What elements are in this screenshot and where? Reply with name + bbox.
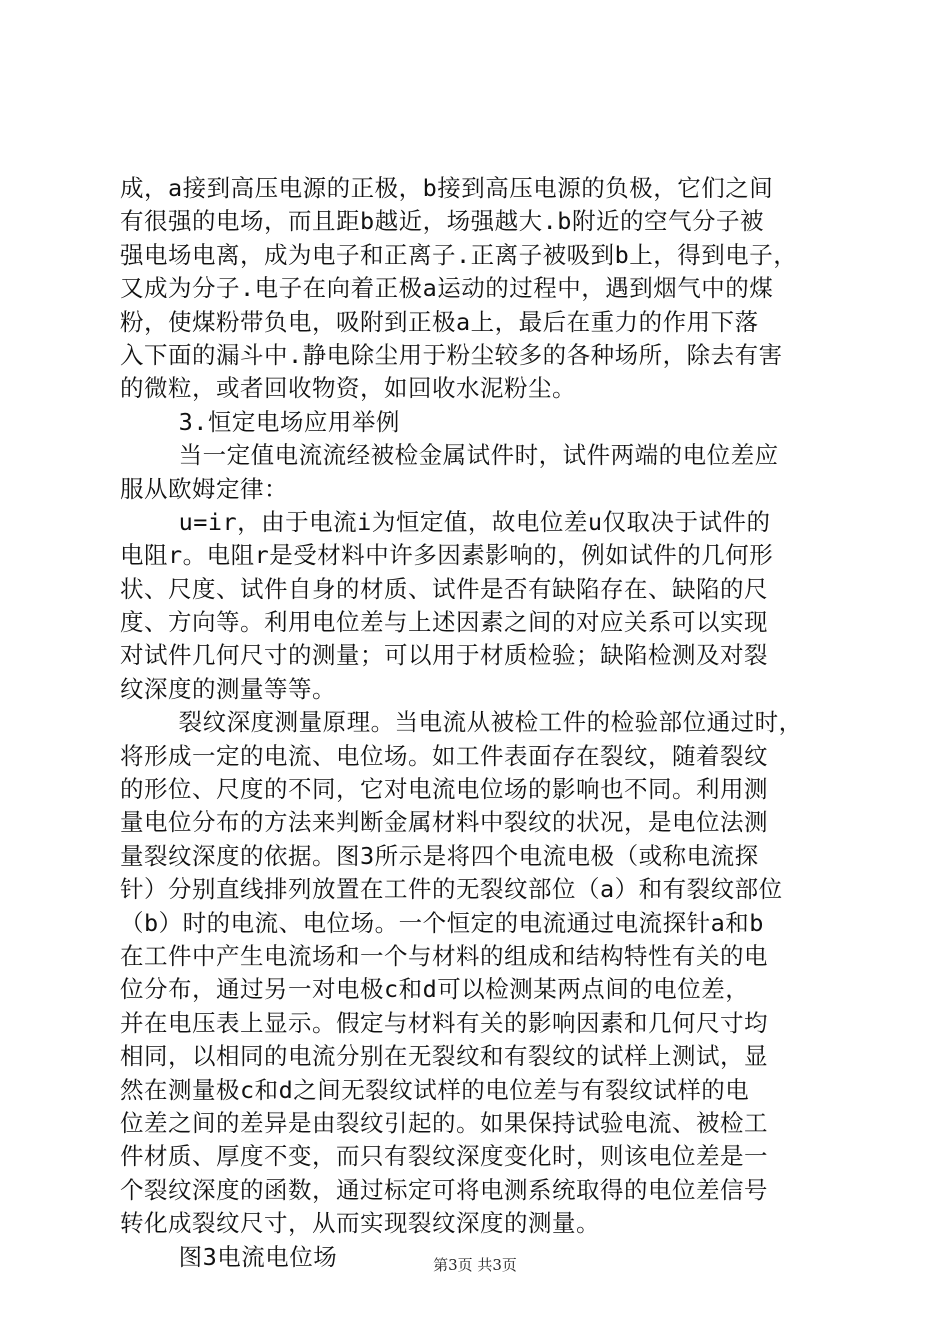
text-line: 服从欧姆定律： [120, 474, 288, 503]
text-line: 对试件几何尺寸的测量；可以用于材质检验；缺陷检测及对裂 [120, 641, 768, 670]
text-line: 图3电流电位场 [120, 1242, 338, 1271]
text-line: 位差之间的差异是由裂纹引起的。如果保持试验电流、被检工 [120, 1108, 768, 1137]
text-line: 入下面的漏斗中.静电除尘用于粉尘较多的各种场所，除去有害 [120, 340, 783, 369]
page-footer [0, 1254, 950, 1275]
text-line: 纹深度的测量等等。 [120, 674, 336, 703]
paragraph-electrostatic-precipitation [120, 172, 840, 406]
text-line: 的微粒，或者回收物资，如回收水泥粉尘。 [120, 374, 576, 403]
text-line: （b）时的电流、电位场。一个恒定的电流通过电流探针a和b [120, 908, 764, 937]
text-line: 针）分别直线排列放置在工件的无裂纹部位（a）和有裂纹部位 [120, 875, 783, 904]
text-line: 位分布，通过另一对电极c和d可以检测某两点间的电位差， [120, 975, 750, 1004]
text-line: 的形位、尺度的不同，它对电流电位场的影响也不同。利用测 [120, 775, 768, 804]
paragraph-resistance-factors [120, 506, 840, 706]
text-line: 转化成裂纹尺寸，从而实现裂纹深度的测量。 [120, 1209, 600, 1238]
text-line: 3.恒定电场应用举例 [120, 407, 400, 436]
text-line: 相同，以相同的电流分别在无裂纹和有裂纹的试样上测试，显 [120, 1042, 768, 1071]
text-line: 裂纹深度测量原理。当电流从被检工件的检验部位通过时， [120, 708, 803, 737]
text-line: u=ir，由于电流i为恒定值，故电位差u仅取决于试件的 [120, 507, 771, 536]
text-line: 件材质、厚度不变，而只有裂纹深度变化时，则该电位差是一 [120, 1142, 768, 1171]
page-number: 第3页 共3页 [433, 1256, 517, 1274]
text-line: 强电场电离，成为电子和正离子.正离子被吸到b上，得到电子， [120, 240, 798, 269]
text-line: 量裂纹深度的依据。图3所示是将四个电流电极（或称电流探 [120, 841, 759, 870]
document-body [120, 172, 840, 1274]
text-line: 成，a接到高压电源的正极，b接到高压电源的负极，它们之间 [120, 174, 774, 202]
text-line: 状、尺度、试件自身的材质、试件是否有缺陷存在、缺陷的尺 [120, 574, 768, 603]
text-line: 度、方向等。利用电位差与上述因素之间的对应关系可以实现 [120, 608, 768, 637]
text-line: 将形成一定的电流、电位场。如工件表面存在裂纹，随着裂纹 [120, 741, 768, 770]
text-line: 量电位分布的方法来判断金属材料中裂纹的状况，是电位法测 [120, 808, 768, 837]
text-line: 当一定值电流流经被检金属试件时，试件两端的电位差应 [120, 441, 779, 470]
text-line: 电阻r。电阻r是受材料中许多因素影响的，例如试件的几何形 [120, 541, 774, 570]
text-line: 粉，使煤粉带负电，吸附到正极a上，最后在重力的作用下落 [120, 307, 759, 336]
text-line: 并在电压表上显示。假定与材料有关的影响因素和几何尺寸均 [120, 1008, 768, 1037]
paragraph-ohms-law [120, 439, 840, 506]
text-line: 在工件中产生电流场和一个与材料的组成和结构特性有关的电 [120, 941, 768, 970]
text-line: 有很强的电场，而且距b越近，场强越大.b附近的空气分子被 [120, 207, 764, 236]
text-line: 然在测量极c和d之间无裂纹试样的电位差与有裂纹试样的电 [120, 1075, 750, 1104]
text-line: 又成为分子.电子在向着正极a运动的过程中，遇到烟气中的煤 [120, 274, 774, 303]
paragraph-crack-depth-principle [120, 706, 840, 1240]
section-heading [120, 406, 840, 439]
text-line: 个裂纹深度的函数，通过标定可将电测系统取得的电位差信号 [120, 1175, 768, 1204]
